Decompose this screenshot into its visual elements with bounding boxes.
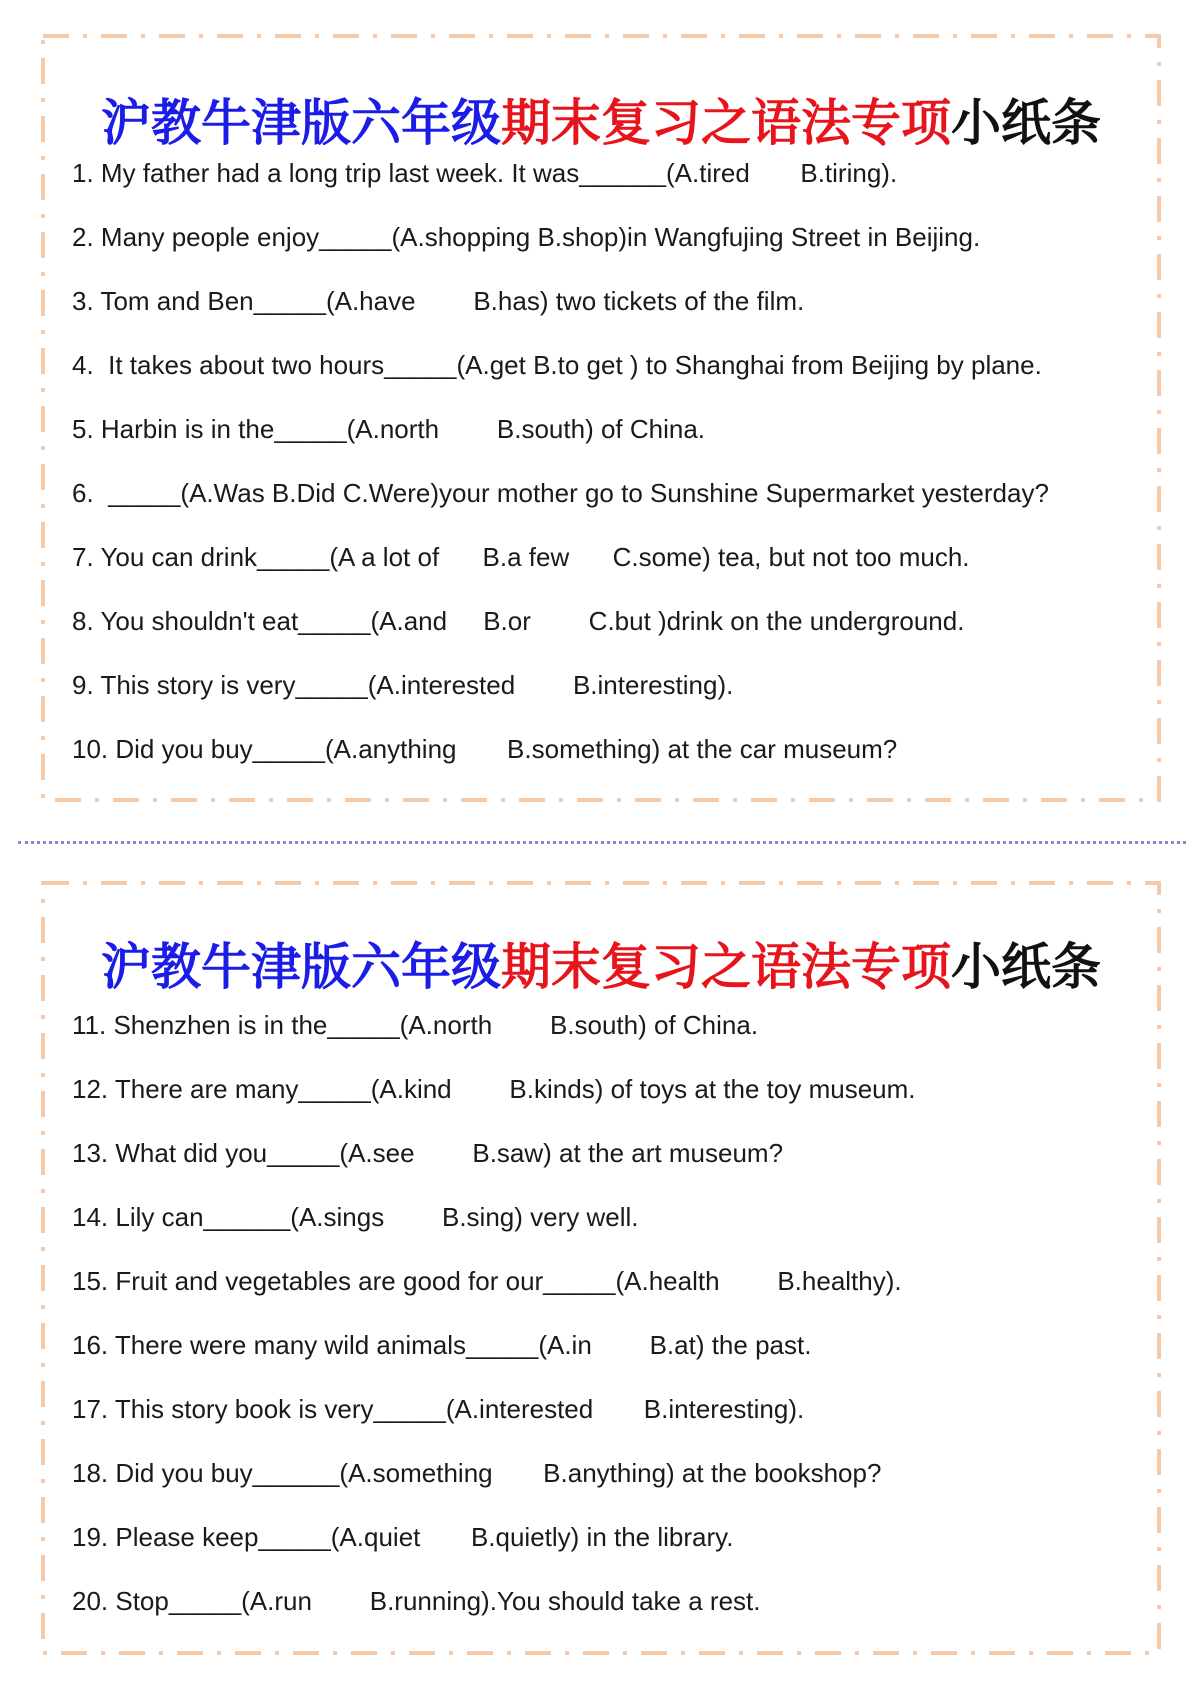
question-item: 1. My father had a long trip last week. It was______(A.tired B.tiring). (72, 158, 898, 188)
question-item: 11. Shenzhen is in the_____(A.north B.south) of China. (72, 1010, 759, 1040)
question-item: 10. Did you buy_____(A.anything B.something) at the car museum? (72, 734, 898, 764)
question-item: 18. Did you buy______(A.something B.anything) at the bookshop? (72, 1458, 882, 1488)
title-red-part: 期末复习之语法专项 (501, 94, 951, 152)
question-item: 15. Fruit and vegetables are good for our_____(A.health B.healthy). (72, 1266, 902, 1296)
question-item: 16. There were many wild animals_____(A.in B.at) the past. (72, 1330, 812, 1360)
worksheet-title-1 (40, 83, 1162, 155)
title-blue-part: 沪教牛津版六年级 (101, 94, 501, 152)
question-item: 9. This story is very_____(A.interested B.interesting). (72, 670, 734, 700)
worksheet-title-2 (40, 927, 1162, 999)
question-item: 8. You shouldn't eat_____(A.and B.or C.but )drink on the underground. (72, 606, 965, 636)
worksheet-card-2 (40, 880, 1162, 1656)
worksheet-card-1 (40, 33, 1162, 803)
dotted-separator (18, 841, 1186, 844)
question-item: 4. It takes about two hours_____(A.get B.to get ) to Shanghai from Beijing by plane. (72, 350, 1042, 380)
question-item: 6. _____(A.Was B.Did C.Were)your mother go to Sunshine Supermarket yesterday? (72, 478, 1049, 508)
question-item: 3. Tom and Ben_____(A.have B.has) two tickets of the film. (72, 286, 805, 316)
question-item: 7. You can drink_____(A a lot of B.a few C.some) tea, but not too much. (72, 542, 970, 572)
question-item: 14. Lily can______(A.sings B.sing) very well. (72, 1202, 639, 1232)
question-item: 12. There are many_____(A.kind B.kinds) of toys at the toy museum. (72, 1074, 916, 1104)
title-red-part: 期末复习之语法专项 (501, 938, 951, 996)
title-black-part: 小纸条 (951, 938, 1101, 996)
question-item: 13. What did you_____(A.see B.saw) at the art museum? (72, 1138, 784, 1168)
title-black-part: 小纸条 (951, 94, 1101, 152)
question-item: 20. Stop_____(A.run B.running).You should take a rest. (72, 1586, 761, 1616)
question-item: 5. Harbin is in the_____(A.north B.south) of China. (72, 414, 706, 444)
title-blue-part: 沪教牛津版六年级 (101, 938, 501, 996)
question-item: 2. Many people enjoy_____(A.shopping B.shop)in Wangfujing Street in Beijing. (72, 222, 981, 252)
question-item: 17. This story book is very_____(A.interested B.interesting). (72, 1394, 805, 1424)
question-item: 19. Please keep_____(A.quiet B.quietly) in the library. (72, 1522, 734, 1552)
